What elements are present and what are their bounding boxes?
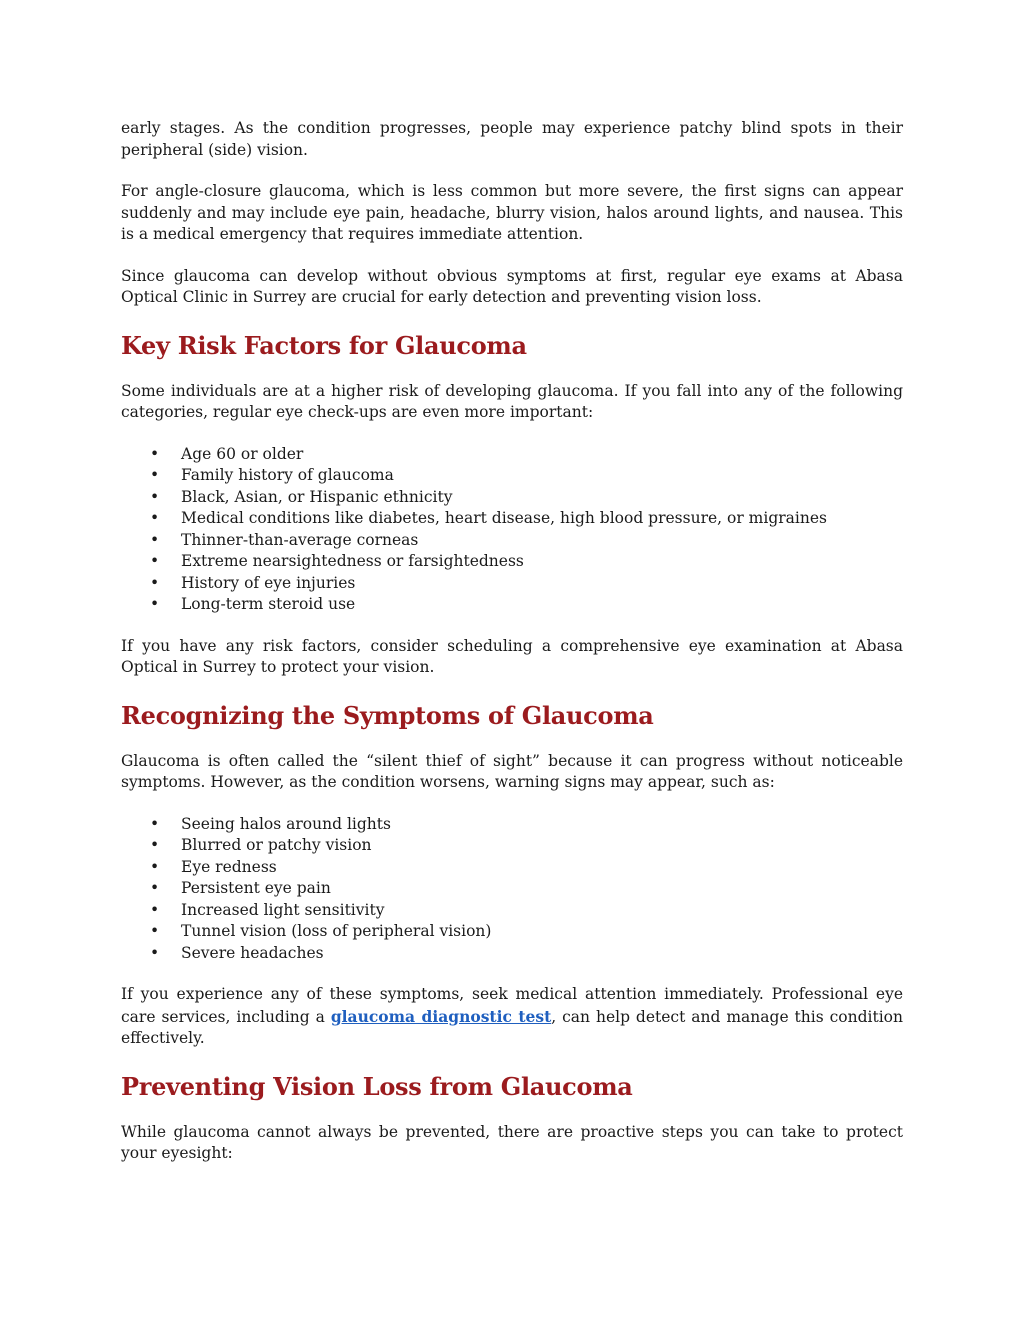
bullet-icon: • bbox=[150, 857, 160, 876]
symptoms-outro: If you experience any of these symptoms, seek medical attention immediately. Professional eye care services, including a glaucoma diagnostic test, can help detect and manage this condition effectively. bbox=[121, 985, 903, 1047]
bullet-icon: • bbox=[150, 509, 160, 527]
bullet-icon: • bbox=[150, 943, 160, 962]
bullet-icon: • bbox=[150, 573, 160, 592]
risk-factors-heading: Key Risk Factors for Glaucoma bbox=[121, 330, 527, 360]
glaucoma-diagnostic-test-link[interactable]: glaucoma diagnostic test bbox=[330, 1006, 552, 1026]
list-item: • Thinner-than-average corneas bbox=[121, 530, 903, 552]
list-item: • Black, Asian, or Hispanic ethnicity bbox=[121, 487, 903, 509]
symptoms-heading: Recognizing the Symptoms of Glaucoma bbox=[121, 700, 654, 730]
bullet-icon: • bbox=[150, 814, 160, 833]
list-item: • Family history of glaucoma bbox=[121, 465, 903, 487]
bullet-icon: • bbox=[150, 444, 160, 463]
list-item: • Extreme nearsightedness or farsightedness bbox=[121, 551, 903, 573]
bullet-icon: • bbox=[150, 900, 160, 919]
list-item: • Persistent eye pain bbox=[121, 878, 903, 900]
risk-factors-outro: If you have any risk factors, consider scheduling a comprehensive eye examination at Abasa Optical in Surrey to protect your vision. bbox=[121, 636, 903, 676]
list-item: • History of eye injuries bbox=[121, 573, 903, 595]
bullet-icon: • bbox=[150, 487, 160, 506]
list-item: • Increased light sensitivity bbox=[121, 900, 903, 922]
intro-paragraph-1: early stages. As the condition progresses, people may experience patchy blind spots in their peripheral (side) vision. bbox=[121, 119, 903, 159]
bullet-icon: • bbox=[150, 466, 160, 484]
list-item: • Medical conditions like diabetes, heart disease, high blood pressure, or migraines bbox=[121, 508, 903, 530]
bullet-icon: • bbox=[150, 530, 160, 549]
symptoms-intro: Glaucoma is often called the “silent thief of sight” because it can progress without noticeable symptoms. However, as the condition worsens, warning signs may appear, such as: bbox=[121, 751, 903, 791]
prevention-intro: While glaucoma cannot always be prevented, there are proactive steps you can take to protect your eyesight: bbox=[121, 1122, 903, 1162]
list-item: • Age 60 or older bbox=[121, 444, 903, 466]
document-page bbox=[121, 118, 903, 1185]
risk-factors-list bbox=[121, 444, 903, 616]
prevention-heading: Preventing Vision Loss from Glaucoma bbox=[121, 1071, 633, 1101]
list-item: • Tunnel vision (loss of peripheral vision) bbox=[121, 921, 903, 943]
bullet-icon: • bbox=[150, 879, 160, 897]
bullet-icon: • bbox=[150, 922, 160, 940]
bullet-icon: • bbox=[150, 552, 160, 570]
intro-paragraph-2: For angle-closure glaucoma, which is less common but more severe, the first signs can appear suddenly and may include eye pain, headache, blurry vision, halos around lights, and nausea. This is a medical emergency that requires immediate attention. bbox=[121, 182, 903, 243]
list-item: • Severe headaches bbox=[121, 943, 903, 965]
list-item: • Eye redness bbox=[121, 857, 903, 879]
risk-factors-intro: Some individuals are at a higher risk of developing glaucoma. If you fall into any of the following categories, regular eye check-ups are even more important: bbox=[121, 381, 903, 421]
list-item: • Blurred or patchy vision bbox=[121, 835, 903, 857]
symptoms-list bbox=[121, 814, 903, 965]
intro-paragraph-3: Since glaucoma can develop without obvious symptoms at first, regular eye exams at Abasa Optical Clinic in Surrey are crucial for early detection and preventing vision loss. bbox=[121, 266, 903, 306]
bullet-icon: • bbox=[150, 836, 160, 854]
list-item: • Seeing halos around lights bbox=[121, 814, 903, 836]
list-item: • Long-term steroid use bbox=[121, 594, 903, 616]
bullet-icon: • bbox=[150, 595, 160, 613]
